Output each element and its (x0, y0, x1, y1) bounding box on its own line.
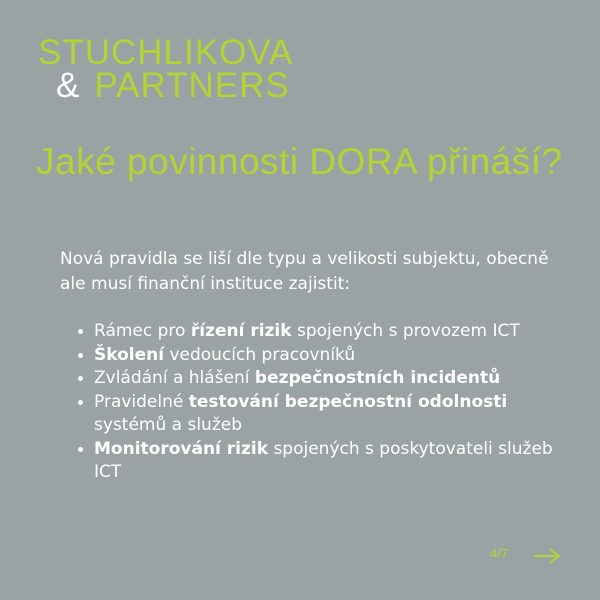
page-title: Jaké povinnosti DORA přináší? (36, 141, 563, 182)
intro-text: Nová pravidla se liší dle typu a velikosti subjektu, obecně ale musí finanční instituce zajistit: (60, 249, 549, 294)
list-item: • Pravidelné testování bezpečnostní odolnosti systémů a služeb (94, 391, 574, 438)
logo-name: STUCHLIKOVA (38, 33, 294, 72)
page-indicator: 4/7 (490, 546, 509, 561)
logo-ampersand: & (56, 66, 81, 105)
list-item: • Rámec pro řízení rizik spojených s provozem ICT (94, 320, 574, 344)
arrow-right-icon[interactable] (532, 546, 562, 566)
obligations-list (78, 320, 574, 485)
list-item: • Školení vedoucích pracovníků (94, 344, 574, 368)
list-item: • Monitorování rizik spojených s poskytovateli služeb ICT (94, 438, 574, 485)
logo-partners: PARTNERS (94, 66, 290, 105)
brand-logo (38, 33, 294, 105)
list-item: • Zvládání a hlášení bezpečnostních incidentů (94, 367, 574, 391)
